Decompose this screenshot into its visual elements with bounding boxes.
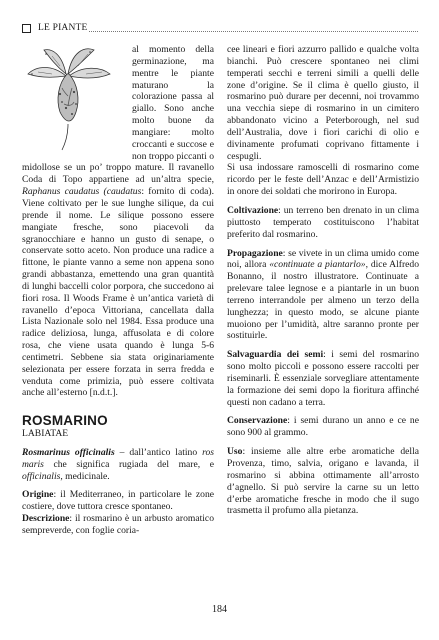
descrizione-paragraph [22,513,214,537]
raphanus-species: Raphanus caudatus (caudatus [22,186,142,198]
coltivazione-paragraph [227,205,419,241]
coltivazione-text: : un terreno ben drenato in un clima piuttosto temperato costituiscono l’habitat preferito dal rosmarino. [227,204,419,240]
left-column [22,44,214,537]
etymology-paragraph [22,447,214,483]
page-number: 184 [212,604,227,615]
anzac-paragraph: Si usa indossare ramoscelli di rosmarino come ricordo per le feste dell’Anzac e dell’Armistizio in onore dei soldati che morirono in Europa. [227,162,419,198]
header-title: LE PIANTE [38,23,88,33]
coltivazione-label: Coltivazione [227,204,279,216]
propagazione-paragraph [227,248,419,343]
running-header [22,22,418,36]
origine-paragraph [22,489,214,513]
radish-illustration [22,44,126,152]
raphanus-description: : fornito di coda). Viene coltivato per le sue lunghe silique, da cui prende il nome. Le silique possono essere mangiate fresche, sono piacevoli da sgranocchiare e hanno un gusto di senape, o conservate sotto aceto. Non produce una radice a fittone, le piante vanno a seme non appena sono grandi abbastanza, emettendo una gran quantità di lunghi baccelli color porpora, che succedono ai fiori rosa. Il Woods Frame è un’antica varietà di ravanello d’epoca Vittoriana, cancellata dalla Lista Nazionale solo nel 1984. Essa produce una radice deliziosa, lunga, affusolata e di colore rosa, che viene usata quando è lunga 5-6 centimetri. Sebbene sia stata originariamente selezionata per essere forzata in serra fredda e venduta come primizia, può essere coltivata anche all’esterno [n.d.t.]. [22,186,215,399]
origine-text: : il Mediterraneo, in particolare le zone costiere, dove tuttora cresce spontaneo. [22,489,214,513]
header-box-icon [22,24,31,33]
etymology-text-3: , medicinale. [60,470,110,482]
propagazione-label: Propagazione [227,247,283,259]
section-title: ROSMARINO [22,413,108,429]
ros-maris: ros maris [22,446,214,470]
salvaguardia-paragraph [227,349,419,408]
salvaguardia-label: Salvaguardia dei semi [227,349,324,361]
etymology-text-1: – dall’antico latino [114,446,203,458]
conservazione-text: : i semi durano un anno e ce ne sono 900 al grammo. [227,415,419,439]
right-column [227,44,419,517]
conservazione-paragraph [227,415,419,439]
descrizione-text: : il rosmarino è un arbusto aromatico sempreverde, con foglie coria- [22,513,214,536]
uso-label: Uso [227,446,243,458]
uso-text: : insieme alle altre erbe aromatiche della Provenza, timo, salvia, origano e lavanda, il rosmarino si abbina ottimamente all’arrosto d’agnello. Si può servire la carne su un letto d’erbe aromatiche fresche in modo che il sugo trasmetta il profumo alla pietanza. [227,446,419,517]
header-dotted-rule [89,31,418,32]
latin-name: Rosmarinus officinalis [22,446,115,458]
propagazione-text-2: , dice Alfredo Bonanno, il nostro illustratore. Continuate a prelevare talee legnose e a piantarle in un buon terreno interrandole per almeno un terzo della lunghezza; in questo modo, se alcune piante muoiono per l’umidità, altre saranno pronte per sostituirle. [227,259,419,342]
conservazione-label: Conservazione [227,415,288,427]
propagazione-quote: «continuate a piantarlo» [269,259,366,271]
propagazione-text-1: : se vivete in un clima umido come noi, allora [227,247,419,271]
origine-label: Origine [22,489,54,501]
description-continued: cee lineari e fiori azzurro pallido e qualche volta bianchi. Può crescere spontaneo nei climi temperati secchi e terreni simili a quelli delle zone d’origine. Se il clima è quello giusto, il rosmarino può durare per decenni, noi trovammo una vecchia siepe di rosmarino in un cimitero abbandonato vicino a Peterborough, nel sud dell’Australia, dove i fiori carichi di olio e divinamente profumati coprivano fittamente i cespugli. [227,44,419,162]
uso-paragraph [227,446,419,517]
etymology-text-2: che significa rugiada del mare, e [43,458,214,470]
officinalis-term: officinalis [22,470,61,482]
plant-family: LABIATAE [22,428,69,440]
descrizione-label: Descrizione [22,513,70,525]
salvaguardia-text: : i semi del rosmarino sono molto piccoli e possono essere raccolti per riseminarli. È essenziale sorvegliare attentamente la formazione dei semi dopo la fioritura affinché questi non cadano a terra. [227,349,419,408]
intro-text: al momento della germinazione, ma mentre le piante maturano la colorazione passa al giallo. Sono anche molto buone da mangiare: molto croccanti e succose e non troppo piccanti o midollose se un po’ troppo mature. Il ravanello Coda di Topo appartiene ad un’altra specie, [22,44,214,186]
